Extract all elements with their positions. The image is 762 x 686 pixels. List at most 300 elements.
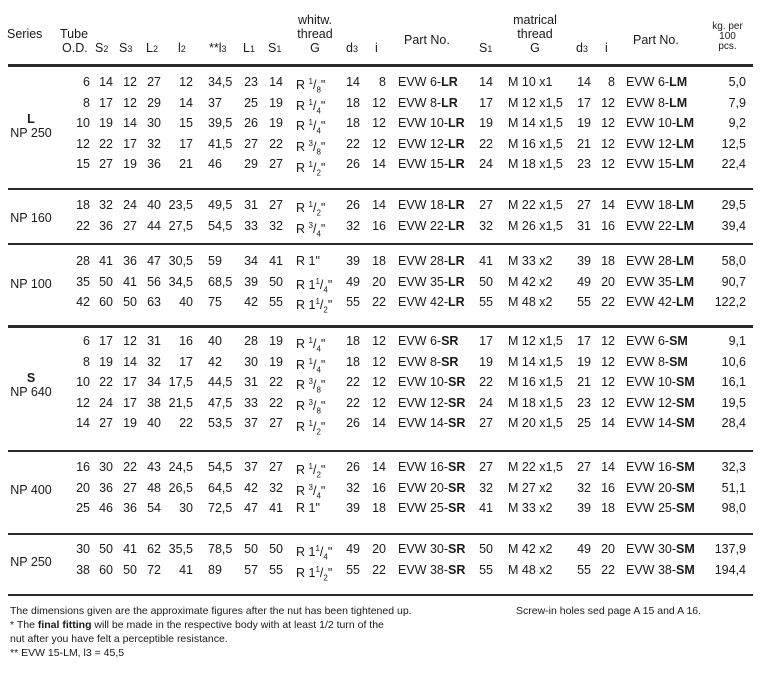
cell-s2: 50 [99, 274, 113, 289]
cell-i2: 30 [179, 501, 193, 516]
cell-d3-metric: 23 [577, 157, 591, 172]
cell-l2: 62 [147, 542, 161, 556]
cell-whitw-thread: R 1" [296, 501, 320, 516]
cell-i: 12 [372, 116, 386, 131]
cell-l2: 40 [147, 416, 161, 431]
cell-metric-thread: M 27 x2 [508, 480, 553, 495]
cell-i-metric: 12 [601, 354, 615, 369]
cell-metric-thread: M 14 x1,5 [508, 116, 563, 131]
header-partno: Part No. [404, 33, 450, 47]
cell-i-metric: 16 [601, 480, 615, 495]
cell-i2: 16 [179, 334, 193, 348]
cell-i-metric: 12 [601, 334, 615, 348]
cell-i2: 22 [179, 416, 193, 431]
cell-whitw-thread: R $^3/_4$" [296, 482, 326, 501]
cell-i2: 30,5 [168, 254, 193, 268]
cell-metric-thread: M 10 x1 [508, 75, 553, 89]
header-s2: S2 [95, 41, 109, 55]
row-divider [8, 188, 753, 190]
cell-i3: 54,5 [208, 218, 233, 233]
cell-part-no-lm: EVW 16-SM [626, 460, 695, 474]
cell-i2: 26,5 [168, 480, 193, 495]
footer-note-3: nut after you have felt a perceptible resistance. [10, 633, 228, 645]
cell-s3: 14 [123, 116, 137, 131]
header-ib: i [605, 41, 608, 55]
cell-whitw-thread: R $^1/_2$" [296, 200, 326, 218]
cell-part-no-lr: EVW 12-LR [398, 136, 465, 151]
cell-i3: 68,5 [208, 274, 233, 289]
cell-s1: 41 [269, 254, 283, 268]
cell-d3: 39 [346, 254, 360, 268]
cell-s1-metric: 24 [479, 395, 493, 410]
cell-l1: 37 [244, 460, 258, 474]
cell-part-no-lm: EVW 15-LM [626, 157, 695, 172]
header-od: O.D. [62, 41, 88, 55]
cell-weight: 39,4 [721, 218, 746, 233]
cell-l2: 43 [147, 460, 161, 474]
cell-s1: 55 [269, 295, 283, 310]
cell-tube-od: 10 [76, 375, 90, 390]
cell-i-metric: 16 [601, 218, 615, 233]
cell-metric-thread: M 20 x1,5 [508, 416, 563, 431]
cell-part-no-lm: EVW 35-LM [626, 274, 695, 289]
cell-s2: 36 [99, 218, 113, 233]
cell-d3: 26 [346, 460, 360, 474]
cell-weight: 22,4 [721, 157, 746, 172]
cell-s1: 27 [269, 157, 283, 172]
header-i2: l2 [178, 41, 186, 55]
cell-l1: 50 [244, 542, 258, 556]
cell-tube-od: 14 [76, 416, 90, 431]
cell-tube-od: 16 [76, 460, 90, 474]
cell-l2: 34 [147, 375, 161, 390]
cell-i-metric: 12 [601, 375, 615, 390]
cell-i: 12 [372, 354, 386, 369]
cell-d3: 26 [346, 416, 360, 431]
cell-l2: 31 [147, 334, 161, 348]
cell-s3: 41 [123, 542, 137, 556]
cell-weight: 16,1 [721, 375, 746, 390]
cell-i-metric: 18 [601, 254, 615, 268]
series-pressure-label: NP 250 [10, 554, 52, 569]
cell-part-no-lm: EVW 14-SM [626, 416, 695, 431]
cell-part-no-lr: EVW 35-LR [398, 274, 465, 289]
cell-l1: 37 [244, 416, 258, 431]
cell-i3: 39,5 [208, 116, 233, 131]
cell-s1: 27 [269, 460, 283, 474]
cell-i3: 34,5 [208, 75, 233, 89]
cell-metric-thread: M 33 x2 [508, 254, 553, 268]
cell-whitw-thread: R $^3/_8$" [296, 138, 326, 157]
cell-s1: 22 [269, 395, 283, 410]
cell-metric-thread: M 48 x2 [508, 295, 553, 310]
cell-d3-metric: 17 [577, 95, 591, 110]
cell-d3: 22 [346, 136, 360, 151]
header-s3: S3 [119, 41, 133, 55]
cell-l1: 39 [244, 274, 258, 289]
cell-s2: 41 [99, 254, 113, 268]
header-l1: L1 [243, 41, 255, 55]
header-kg3: pcs. [718, 41, 737, 52]
cell-part-no-lm: EVW 25-SM [626, 501, 695, 516]
cell-d3: 49 [346, 542, 360, 556]
cell-l1: 28 [244, 334, 258, 348]
cell-i2: 17,5 [168, 375, 193, 390]
cell-d3: 14 [346, 75, 360, 89]
cell-part-no-lr: EVW 10-LR [398, 116, 465, 131]
cell-d3: 26 [346, 157, 360, 172]
cell-i3: 40 [208, 334, 222, 348]
cell-l1: 31 [244, 375, 258, 390]
cell-part-no-lr: EVW 6-LR [398, 75, 458, 89]
cell-l1: 26 [244, 116, 258, 131]
cell-i3: 37 [208, 95, 222, 110]
cell-tube-od: 22 [76, 218, 90, 233]
cell-i2: 12 [179, 75, 193, 89]
cell-d3: 32 [346, 480, 360, 495]
cell-metric-thread: M 12 x1,5 [508, 334, 563, 348]
cell-i: 20 [372, 274, 386, 289]
cell-d3: 26 [346, 198, 360, 212]
cell-l1: 42 [244, 480, 258, 495]
header-d3b: d3 [576, 41, 588, 55]
row-divider [8, 64, 753, 67]
cell-metric-thread: M 42 x2 [508, 542, 553, 556]
cell-part-no-lr: EVW 10-SR [398, 375, 466, 390]
cell-i: 12 [372, 136, 386, 151]
cell-d3: 55 [346, 562, 360, 577]
cell-d3-metric: 21 [577, 375, 591, 390]
cell-weight: 122,2 [714, 295, 746, 310]
cell-whitw-thread: R $^1/_2$" [296, 159, 326, 178]
cell-l2: 27 [147, 75, 161, 89]
cell-i-metric: 18 [601, 501, 615, 516]
cell-l2: 40 [147, 198, 161, 212]
cell-s1: 50 [269, 274, 283, 289]
cell-whitw-thread: R $1^1/_4$" [296, 544, 333, 562]
cell-s1-metric: 50 [479, 542, 493, 556]
cell-i: 12 [372, 395, 386, 410]
cell-s3: 19 [123, 157, 137, 172]
cell-whitw-thread: R $^1/_4$" [296, 356, 326, 375]
cell-i-metric: 20 [601, 274, 615, 289]
cell-s1: 55 [269, 562, 283, 577]
cell-s3: 50 [123, 562, 137, 577]
cell-d3-metric: 32 [577, 480, 591, 495]
cell-l2: 38 [147, 395, 161, 410]
cell-l1: 57 [244, 562, 258, 577]
cell-s3: 36 [123, 254, 137, 268]
cell-s2: 30 [99, 460, 113, 474]
cell-i: 14 [372, 198, 386, 212]
header-thread: thread [297, 27, 333, 41]
cell-part-no-lr: EVW 28-LR [398, 254, 465, 268]
cell-s1: 14 [269, 75, 283, 89]
cell-part-no-lm: EVW 38-SM [626, 562, 695, 577]
cell-metric-thread: M 14 x1,5 [508, 354, 563, 369]
cell-i3: 42 [208, 354, 222, 369]
cell-s1: 22 [269, 136, 283, 151]
cell-l1: 33 [244, 218, 258, 233]
cell-l2: 56 [147, 274, 161, 289]
cell-d3: 22 [346, 375, 360, 390]
cell-s3: 12 [123, 95, 137, 110]
cell-part-no-lm: EVW 6-SM [626, 334, 688, 348]
cell-i: 12 [372, 334, 386, 348]
cell-i3: 41,5 [208, 136, 233, 151]
cell-i3: 64,5 [208, 480, 233, 495]
cell-s1-metric: 41 [479, 501, 493, 516]
cell-metric-thread: M 26 x1,5 [508, 218, 563, 233]
cell-i2: 21 [179, 157, 193, 172]
cell-weight: 32,3 [721, 460, 746, 474]
series-pressure-label: NP 250 [10, 125, 52, 140]
cell-i3: 49,5 [208, 198, 233, 212]
cell-i-metric: 20 [601, 542, 615, 556]
header-s1b: S1 [479, 41, 493, 55]
cell-s3: 24 [123, 198, 137, 212]
cell-s2: 60 [99, 295, 113, 310]
cell-l2: 54 [147, 501, 161, 516]
header-g: G [310, 41, 320, 55]
cell-tube-od: 10 [76, 116, 90, 131]
cell-i3: 59 [208, 254, 222, 268]
cell-part-no-lm: EVW 6-LM [626, 75, 688, 89]
cell-part-no-lr: EVW 25-SR [398, 501, 466, 516]
cell-metric-thread: M 16 x1,5 [508, 375, 563, 390]
cell-s1-metric: 32 [479, 218, 493, 233]
cell-s1: 27 [269, 416, 283, 431]
cell-i: 16 [372, 218, 386, 233]
cell-d3: 18 [346, 95, 360, 110]
cell-weight: 194,4 [714, 562, 746, 577]
cell-s3: 17 [123, 395, 137, 410]
cell-s2: 22 [99, 375, 113, 390]
cell-i: 14 [372, 416, 386, 431]
cell-part-no-lm: EVW 28-LM [626, 254, 695, 268]
cell-whitw-thread: R $^1/_2$" [296, 418, 326, 437]
cell-i: 20 [372, 542, 386, 556]
cell-i3: 78,5 [208, 542, 233, 556]
cell-i: 22 [372, 295, 386, 310]
cell-s2: 60 [99, 562, 113, 577]
cell-whitw-thread: R $^1/_8$" [296, 77, 326, 95]
cell-i2: 41 [179, 562, 193, 577]
cell-whitw-thread: R $^3/_8$" [296, 397, 326, 416]
cell-i: 14 [372, 157, 386, 172]
cell-i2: 17 [179, 136, 193, 151]
cell-tube-od: 35 [76, 274, 90, 289]
cell-d3-metric: 27 [577, 460, 591, 474]
header-thread2: thread [517, 27, 553, 41]
series-pressure-label: NP 400 [10, 482, 52, 497]
cell-d3-metric: 49 [577, 542, 591, 556]
cell-weight: 10,6 [721, 354, 746, 369]
cell-i-metric: 14 [601, 460, 615, 474]
cell-i3: 47,5 [208, 395, 233, 410]
cell-s1-metric: 14 [479, 75, 493, 89]
cell-s2: 36 [99, 480, 113, 495]
header-g2: G [530, 41, 540, 55]
cell-i3: 54,5 [208, 460, 233, 474]
cell-weight: 58,0 [721, 254, 746, 268]
header-kg1: kg. per [712, 21, 743, 32]
cell-d3-metric: 39 [577, 254, 591, 268]
cell-s3: 27 [123, 480, 137, 495]
cell-tube-od: 30 [76, 542, 90, 556]
cell-weight: 7,9 [728, 95, 746, 110]
cell-i: 18 [372, 254, 386, 268]
cell-i2: 27,5 [168, 218, 193, 233]
cell-s2: 19 [99, 354, 113, 369]
cell-part-no-lm: EVW 42-LM [626, 295, 695, 310]
cell-d3: 49 [346, 274, 360, 289]
cell-metric-thread: M 48 x2 [508, 562, 553, 577]
cell-tube-od: 6 [83, 75, 90, 89]
cell-d3-metric: 25 [577, 416, 591, 431]
footer-note-1: The dimensions given are the approximate figures after the nut has been tightened up. [10, 605, 412, 617]
cell-d3-metric: 31 [577, 218, 591, 233]
series-class-label: L [27, 111, 35, 126]
row-divider [8, 450, 753, 452]
cell-i-metric: 12 [601, 116, 615, 131]
cell-part-no-lr: EVW 38-SR [398, 562, 466, 577]
cell-d3-metric: 39 [577, 501, 591, 516]
cell-l1: 34 [244, 254, 258, 268]
cell-s2: 22 [99, 136, 113, 151]
cell-metric-thread: M 42 x2 [508, 274, 553, 289]
cell-tube-od: 18 [76, 198, 90, 212]
cell-s1-metric: 19 [479, 354, 493, 369]
cell-s1-metric: 17 [479, 334, 493, 348]
cell-part-no-lm: EVW 20-SM [626, 480, 695, 495]
cell-part-no-lr: EVW 20-SR [398, 480, 466, 495]
header-kg2: 100 [719, 31, 736, 42]
header-s1: S1 [268, 41, 282, 55]
header-partno2: Part No. [633, 33, 679, 47]
cell-weight: 19,5 [721, 395, 746, 410]
cell-l1: 42 [244, 295, 258, 310]
cell-part-no-lm: EVW 18-LM [626, 198, 695, 212]
cell-d3-metric: 55 [577, 562, 591, 577]
cell-s1: 32 [269, 480, 283, 495]
cell-s3: 36 [123, 501, 137, 516]
cell-s1: 19 [269, 116, 283, 131]
cell-metric-thread: M 18 x1,5 [508, 157, 563, 172]
header-series: Series [7, 27, 43, 41]
cell-whitw-thread: R $^3/_8$" [296, 377, 326, 395]
cell-whitw-thread: R $1^1/_2$" [296, 564, 333, 583]
cell-part-no-lm: EVW 30-SM [626, 542, 695, 556]
cell-tube-od: 8 [83, 354, 90, 369]
cell-s1-metric: 41 [479, 254, 493, 268]
cell-tube-od: 12 [76, 395, 90, 410]
cell-tube-od: 25 [76, 501, 90, 516]
cell-l1: 47 [244, 501, 258, 516]
cell-s1-metric: 27 [479, 460, 493, 474]
header-i: i [375, 41, 378, 55]
cell-l2: 72 [147, 562, 161, 577]
cell-i-metric: 22 [601, 295, 615, 310]
cell-s3: 27 [123, 218, 137, 233]
cell-s1: 41 [269, 501, 283, 516]
row-divider [8, 533, 753, 535]
cell-weight: 9,2 [728, 116, 746, 131]
cell-d3-metric: 27 [577, 198, 591, 212]
cell-d3-metric: 49 [577, 274, 591, 289]
cell-s2: 17 [99, 334, 113, 348]
cell-i3: 75 [208, 295, 222, 310]
header-matrical: matrical [513, 13, 557, 27]
cell-metric-thread: M 22 x1,5 [508, 198, 563, 212]
cell-s2: 17 [99, 95, 113, 110]
cell-tube-od: 6 [83, 334, 90, 348]
cell-part-no-lm: EVW 10-SM [626, 375, 695, 390]
cell-part-no-lm: EVW 8-SM [626, 354, 688, 369]
cell-i2: 21,5 [168, 395, 193, 410]
cell-l2: 32 [147, 354, 161, 369]
cell-s1: 19 [269, 334, 283, 348]
cell-weight: 28,4 [721, 416, 746, 431]
cell-i: 16 [372, 480, 386, 495]
cell-d3: 18 [346, 116, 360, 131]
cell-whitw-thread: R $1^1/_4$" [296, 276, 333, 295]
cell-s1: 19 [269, 95, 283, 110]
cell-l2: 47 [147, 254, 161, 268]
cell-d3: 18 [346, 354, 360, 369]
cell-part-no-lr: EVW 16-SR [398, 460, 466, 474]
cell-part-no-lr: EVW 6-SR [398, 334, 459, 348]
cell-i2: 14 [179, 95, 193, 110]
cell-i3: 72,5 [208, 501, 233, 516]
cell-part-no-lr: EVW 30-SR [398, 542, 466, 556]
cell-part-no-lr: EVW 18-LR [398, 198, 465, 212]
cell-s2: 24 [99, 395, 113, 410]
cell-s1-metric: 22 [479, 136, 493, 151]
cell-i3: 44,5 [208, 375, 233, 390]
cell-s2: 32 [99, 198, 113, 212]
cell-i2: 17 [179, 354, 193, 369]
cell-d3-metric: 19 [577, 354, 591, 369]
cell-i: 8 [379, 75, 386, 89]
footer-note-2: * The final fitting will be made in the respective body with at least 1/2 turn of the [10, 619, 384, 631]
cell-l1: 27 [244, 136, 258, 151]
cell-whitw-thread: R 1" [296, 254, 320, 268]
cell-s2: 50 [99, 542, 113, 556]
cell-i3: 53,5 [208, 416, 233, 431]
cell-part-no-lr: EVW 22-LR [398, 218, 465, 233]
cell-part-no-lr: EVW 12-SR [398, 395, 466, 410]
cell-i3: 46 [208, 157, 222, 172]
cell-weight: 12,5 [721, 136, 746, 151]
cell-whitw-thread: R $^1/_2$" [296, 462, 326, 480]
cell-l1: 23 [244, 75, 258, 89]
cell-part-no-lm: EVW 10-LM [626, 116, 695, 131]
cell-s1-metric: 19 [479, 116, 493, 131]
cell-i3: 89 [208, 562, 222, 577]
cell-l1: 33 [244, 395, 258, 410]
cell-s1: 19 [269, 354, 283, 369]
cell-l1: 25 [244, 95, 258, 110]
cell-s1: 22 [269, 375, 283, 390]
footer-note-4: ** EVW 15-LM, l3 = 45,5 [10, 647, 125, 659]
cell-l2: 44 [147, 218, 161, 233]
cell-tube-od: 8 [83, 95, 90, 110]
cell-tube-od: 28 [76, 254, 90, 268]
cell-i-metric: 12 [601, 157, 615, 172]
cell-i: 14 [372, 460, 386, 474]
cell-i: 12 [372, 375, 386, 390]
